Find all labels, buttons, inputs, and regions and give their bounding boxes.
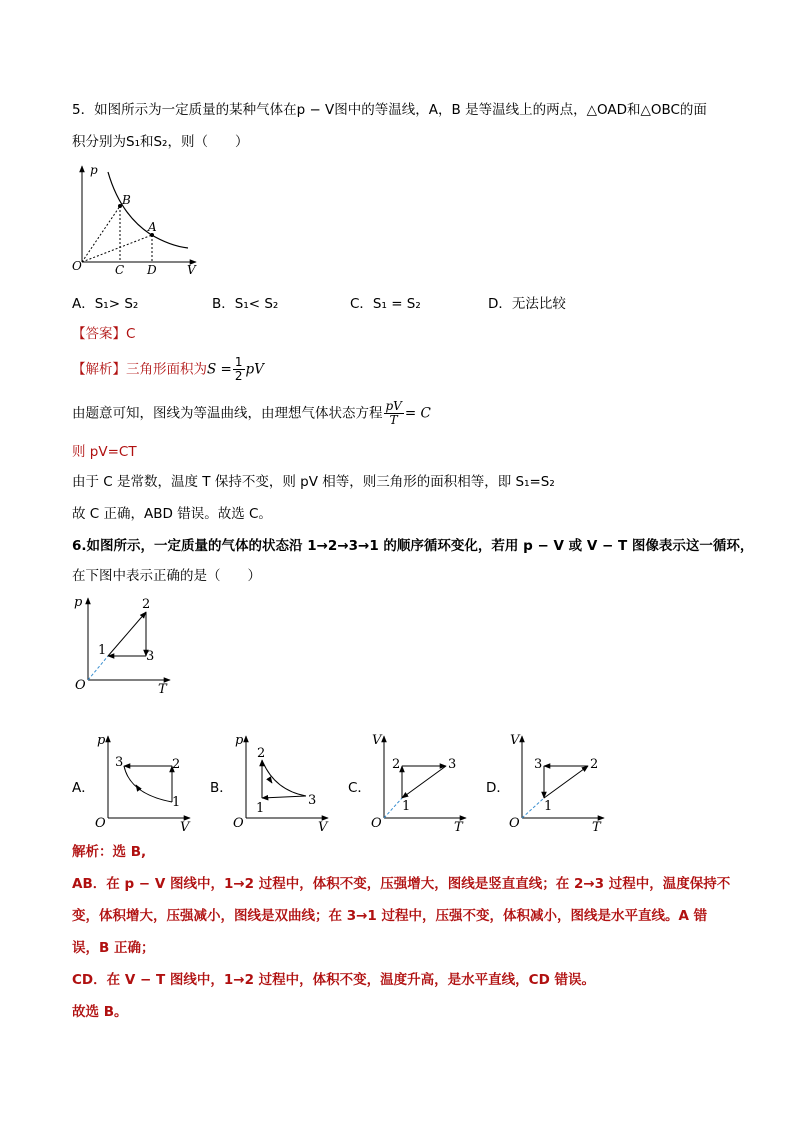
q5-isotherm-figure <box>70 162 205 280</box>
svg-text:O: O <box>72 259 82 273</box>
svg-text:V: V <box>187 263 196 277</box>
q6-main-pt-figure <box>70 592 180 696</box>
fraction-pv-t: $\frac{pV}{T}$ <box>385 399 402 427</box>
q6-solution-head: 解析：选 B, <box>72 844 147 860</box>
svg-text:O: O <box>371 816 382 831</box>
svg-text:T: T <box>592 820 601 834</box>
svg-text:1: 1 <box>98 643 107 658</box>
svg-text:A: A <box>148 220 157 234</box>
q5-equation-line: 由题意可知，图线为等温曲线，由理想气体状态方程 $\frac{pV}{T}$ = C <box>72 399 431 427</box>
svg-text:2: 2 <box>142 597 151 612</box>
svg-text:O: O <box>233 816 244 831</box>
q5-analysis-line: 【解析】三角形面积为S = $\frac{1}{2}$ pV <box>72 355 264 383</box>
q5-answer: 【答案】C <box>72 326 136 342</box>
svg-text:3: 3 <box>308 793 317 808</box>
svg-text:p: p <box>74 595 83 610</box>
analysis-prefix: 【解析】三角形面积为 <box>72 361 207 378</box>
q5-option-b: B．S₁< S₂ <box>212 296 279 312</box>
svg-text:O: O <box>75 678 86 693</box>
q6-stem-line1: 6.如图所示，一定质量的气体的状态沿 1→2→3→1 的顺序循环变化，若用 p − V 或 V − T 图像表示这一循环， <box>72 538 754 554</box>
svg-text:2: 2 <box>257 746 266 761</box>
q6-solution-ab-line1: AB．在 p − V 图线中，1→2 过程中，体积不变，压强增大，图线是竖直直线；在 2→3 过程中，温度保持不 <box>72 876 731 892</box>
q6-solution-ab-line3: 误，B 正确； <box>72 940 155 956</box>
svg-text:2: 2 <box>590 757 599 772</box>
svg-text:3: 3 <box>146 649 155 664</box>
svg-text:1: 1 <box>172 795 181 810</box>
q6-solution-ab-line2: 变，体积增大，压强减小，图线是双曲线；在 3→1 过程中，压强不变，体积减小，图线是水平直线。A 错 <box>72 908 708 924</box>
svg-text:2: 2 <box>392 757 401 772</box>
q5-stem-line2: 积分别为S₁和S₂，则（ ） <box>72 134 249 150</box>
q5-option-a: A．S₁> S₂ <box>72 296 139 312</box>
q6-option-b-label: B． <box>210 780 233 796</box>
q6-solution-final: 故选 B。 <box>72 1004 128 1020</box>
svg-text:V: V <box>510 733 520 748</box>
svg-text:V: V <box>372 733 382 748</box>
q5-option-d: D．无法比较 <box>488 296 566 312</box>
svg-text:V: V <box>318 820 328 834</box>
q5-option-c: C．S₁ = S₂ <box>350 296 421 312</box>
q6-option-c-figure <box>368 730 472 834</box>
svg-text:3: 3 <box>115 755 124 770</box>
svg-text:1: 1 <box>256 801 265 816</box>
svg-text:V: V <box>180 820 190 834</box>
svg-text:O: O <box>509 816 520 831</box>
svg-text:T: T <box>454 820 463 834</box>
svg-text:1: 1 <box>544 799 553 814</box>
q6-option-a-label: A． <box>72 780 95 796</box>
q5-conclusion-line: 故 C 正确，ABD 错误。故选 C。 <box>72 506 272 522</box>
svg-text:p: p <box>90 163 98 177</box>
svg-text:1: 1 <box>402 799 411 814</box>
svg-text:T: T <box>158 682 167 696</box>
q6-option-b-figure <box>230 730 334 834</box>
svg-text:D: D <box>147 263 157 277</box>
q5-pvct-line: 则 pV=CT <box>72 444 137 460</box>
q5-stem-line1: 5．如图所示为一定质量的某种气体在p − V图中的等温线，A，B 是等温线上的两点，△OAD和△OBC的面 <box>72 102 707 118</box>
svg-text:p: p <box>97 733 106 748</box>
svg-text:3: 3 <box>448 757 457 772</box>
q6-option-d-label: D． <box>486 780 510 796</box>
q6-option-d-figure <box>506 730 610 834</box>
svg-text:B: B <box>122 193 131 207</box>
q5-reason-line: 由于 C 是常数，温度 T 保持不变，则 pV 相等，则三角形的面积相等，即 S₁=S₂ <box>72 474 555 490</box>
svg-text:C: C <box>115 263 125 277</box>
svg-text:3: 3 <box>534 757 543 772</box>
q6-option-c-label: C． <box>348 780 371 796</box>
svg-text:p: p <box>235 733 244 748</box>
q6-stem-line2: 在下图中表示正确的是（ ） <box>72 568 261 584</box>
fraction-half: $\frac{1}{2}$ <box>234 355 243 383</box>
q6-option-a-figure <box>92 730 196 834</box>
q6-solution-cd-line: CD．在 V − T 图线中，1→2 过程中，体积不变，温度升高，是水平直线，CD 错误。 <box>72 972 595 988</box>
svg-text:2: 2 <box>172 757 181 772</box>
svg-text:O: O <box>95 816 106 831</box>
